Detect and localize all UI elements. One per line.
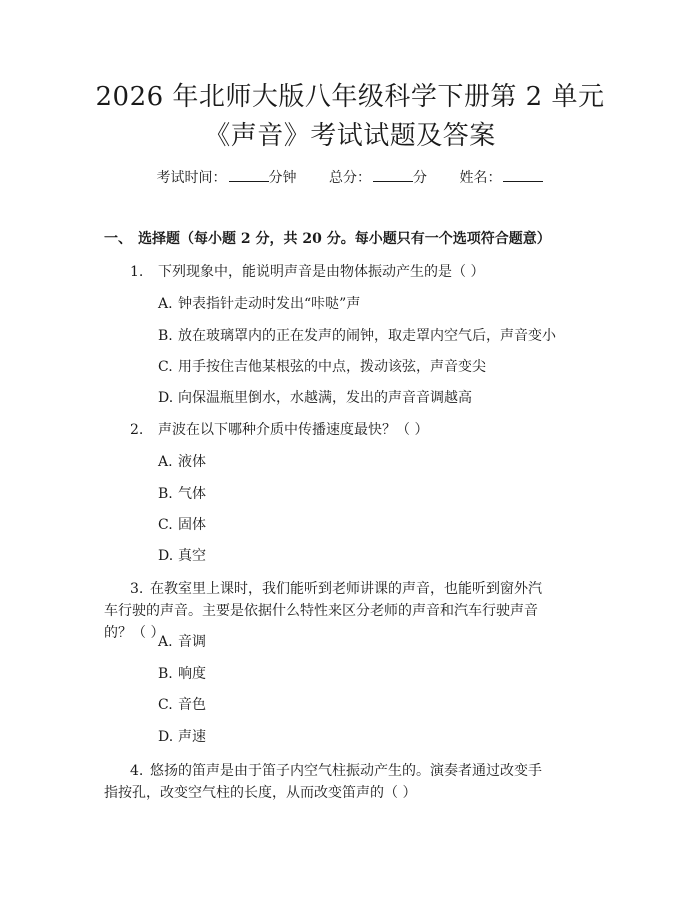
question-3-option-b [158,664,206,684]
option-letter: A. [158,296,173,312]
exam-time-unit: 分钟 [268,170,297,186]
section-number: 一、 [104,231,132,247]
option-text: 音色 [178,697,206,713]
total-score-label: 总分： [329,170,371,186]
question-3-option-c [158,695,206,715]
exam-meta [0,168,700,187]
question-3-option-d [158,727,206,747]
exam-time-label: 考试时间： [156,170,227,186]
option-letter: B. [158,486,173,502]
section-heading [104,230,551,248]
option-letter: D. [158,548,174,564]
question-1-option-b [158,326,556,346]
question-1-option-c [158,357,486,377]
question-2-option-a [158,452,206,472]
option-text: 响度 [178,666,206,682]
question-3-option-a [158,632,206,652]
question-1-option-a [158,294,360,314]
exam-time-blank [229,168,269,182]
question-1 [130,262,484,282]
option-text: 液体 [178,454,206,470]
question-number: 4. [130,763,144,779]
option-text: 钟表指针走动时发出“咔哒”声 [178,296,361,312]
option-letter: D. [158,390,174,406]
option-letter: C. [158,697,173,713]
exam-title-line1: 2026 年北师大版八年级科学下册第 2 单元 [95,82,605,112]
name-field [459,168,543,187]
option-text: 放在玻璃罩内的正在发声的闹钟，取走罩内空气后，声音变小 [178,328,556,344]
section-text: 选择题（每小题 2 分，共 20 分。每小题只有一个选项符合题意） [138,231,551,247]
exam-time-field [157,168,297,187]
question-text: 在教室里上课时，我们能听到老师讲课的声音，也能听到窗外汽车行驶的声音。主要是依据什么特性来区分老师的声音和汽车行驶声音的？（ ） [104,581,542,641]
option-letter: A. [158,454,173,470]
name-blank [503,168,543,182]
question-4 [104,760,554,804]
exam-title-line2: 《声音》考试试题及答案 [204,121,496,151]
question-number: 1. [130,264,144,280]
option-letter: B. [158,666,173,682]
option-letter: C. [158,359,173,375]
total-score-unit: 分 [413,170,427,186]
total-score-field [329,168,427,187]
option-text: 声速 [178,729,206,745]
question-text: 声波在以下哪种介质中传播速度最快？（ ） [158,422,429,438]
total-score-blank [373,168,413,182]
question-number: 2. [130,422,144,438]
option-text: 真空 [178,548,206,564]
question-2-option-c [158,515,206,535]
question-text: 下列现象中，能说明声音是由物体振动产生的是（ ） [158,264,485,280]
name-label: 姓名： [459,170,502,186]
option-letter: A. [158,634,173,650]
option-text: 用手按住吉他某根弦的中点，拨动该弦，声音变尖 [178,359,486,375]
question-2-option-b [158,484,206,504]
option-text: 固体 [178,517,206,533]
question-number: 3. [130,581,144,597]
question-2 [130,420,428,440]
option-text: 音调 [178,634,206,650]
option-letter: C. [158,517,173,533]
option-letter: B. [158,328,173,344]
option-text: 气体 [178,486,206,502]
option-letter: D. [158,729,174,745]
question-2-option-d [158,546,206,566]
question-1-option-d [158,388,472,408]
option-text: 向保温瓶里倒水，水越满，发出的声音音调越高 [178,390,472,406]
question-text: 悠扬的笛声是由于笛子内空气柱振动产生的。演奏者通过改变手指按孔，改变空气柱的长度，从而改变笛声的（ ） [104,763,542,801]
